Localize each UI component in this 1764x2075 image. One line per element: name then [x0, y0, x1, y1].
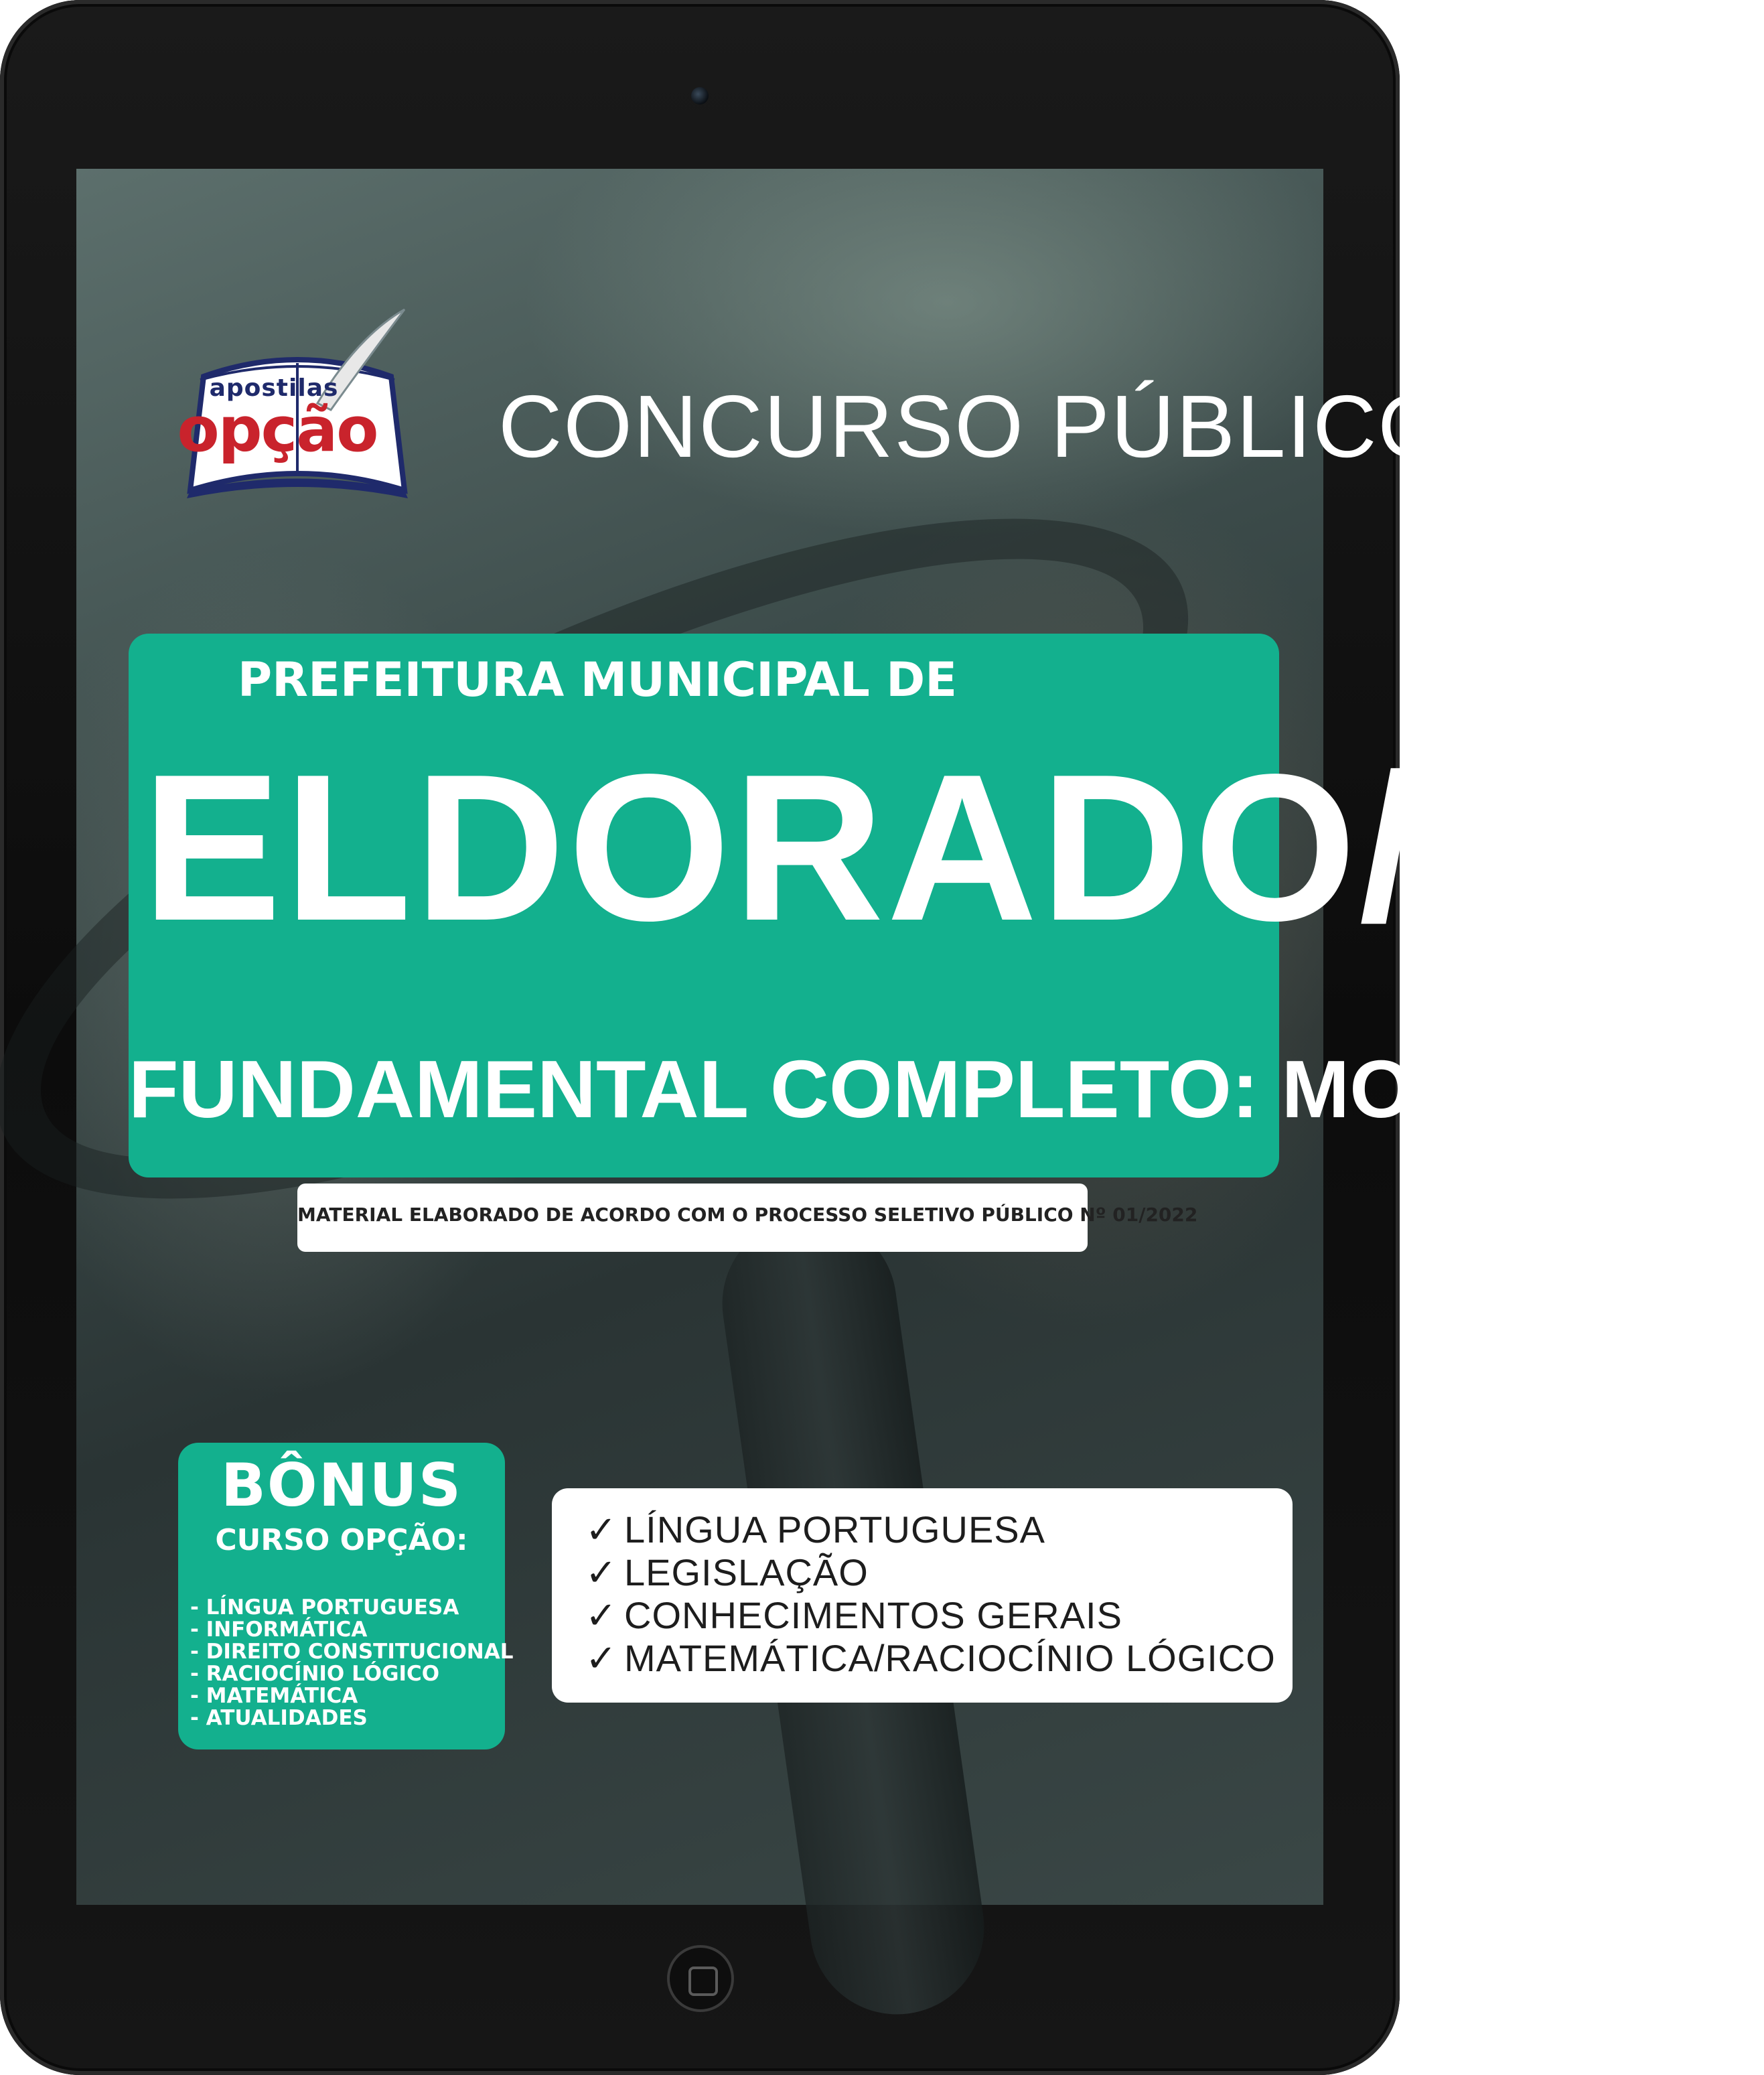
panel-top-line: PREFEITURA MUNICIPAL DE [237, 652, 958, 707]
bonus-item: - ATUALIDADES [190, 1706, 368, 1730]
logo-main-text: opção [177, 394, 378, 466]
topic-label: LÍNGUA PORTUGUESA [624, 1508, 1046, 1551]
book-cover-screen [76, 169, 1764, 1905]
bonus-item: - INFORMÁTICA [190, 1618, 368, 1642]
check-icon: ✓ [585, 1508, 617, 1551]
topics-box [552, 1488, 1293, 1703]
topic-item [585, 1637, 1276, 1680]
note-text: MATERIAL ELABORADO DE ACORDO COM O PROCESSO SELETIVO PÚBLICO Nº 01/2022 [297, 1204, 1198, 1226]
bonus-item: - RACIOCÍNIO LÓGICO [190, 1662, 440, 1686]
bonus-item: - MATEMÁTICA [190, 1684, 358, 1708]
bonus-list [190, 1597, 514, 1729]
topic-label: CONHECIMENTOS GERAIS [624, 1594, 1122, 1636]
topic-label: MATEMÁTICA/RACIOCÍNIO LÓGICO [624, 1637, 1276, 1679]
panel-main-line: ELDORADO/RS [142, 731, 1716, 964]
logo-top-text: apostilas [209, 374, 339, 402]
bonus-box [178, 1443, 514, 1749]
topics-list [585, 1508, 1276, 1680]
check-icon: ✓ [585, 1551, 617, 1593]
camera-icon [691, 87, 709, 104]
bonus-item: - LÍNGUA PORTUGUESA [190, 1595, 459, 1620]
topic-item [585, 1594, 1276, 1637]
check-icon: ✓ [585, 1637, 617, 1679]
topic-label: LEGISLAÇÃO [624, 1551, 869, 1593]
home-button[interactable] [667, 1945, 734, 2012]
topic-item [585, 1551, 1276, 1594]
home-square-icon [688, 1966, 718, 1996]
header-title: CONCURSO PÚBLICO [498, 377, 1449, 476]
title-panel [129, 634, 1764, 1177]
note-box [297, 1184, 1198, 1252]
panel-sub-line: FUNDAMENTAL COMPLETO: MOTORISTA [129, 1044, 1764, 1135]
topic-item [585, 1508, 1276, 1551]
bonus-item: - DIREITO CONSTITUCIONAL [190, 1640, 514, 1664]
bonus-subtitle: CURSO OPÇÃO: [215, 1523, 468, 1557]
check-icon: ✓ [585, 1594, 617, 1636]
bonus-title: BÔNUS [220, 1451, 463, 1520]
